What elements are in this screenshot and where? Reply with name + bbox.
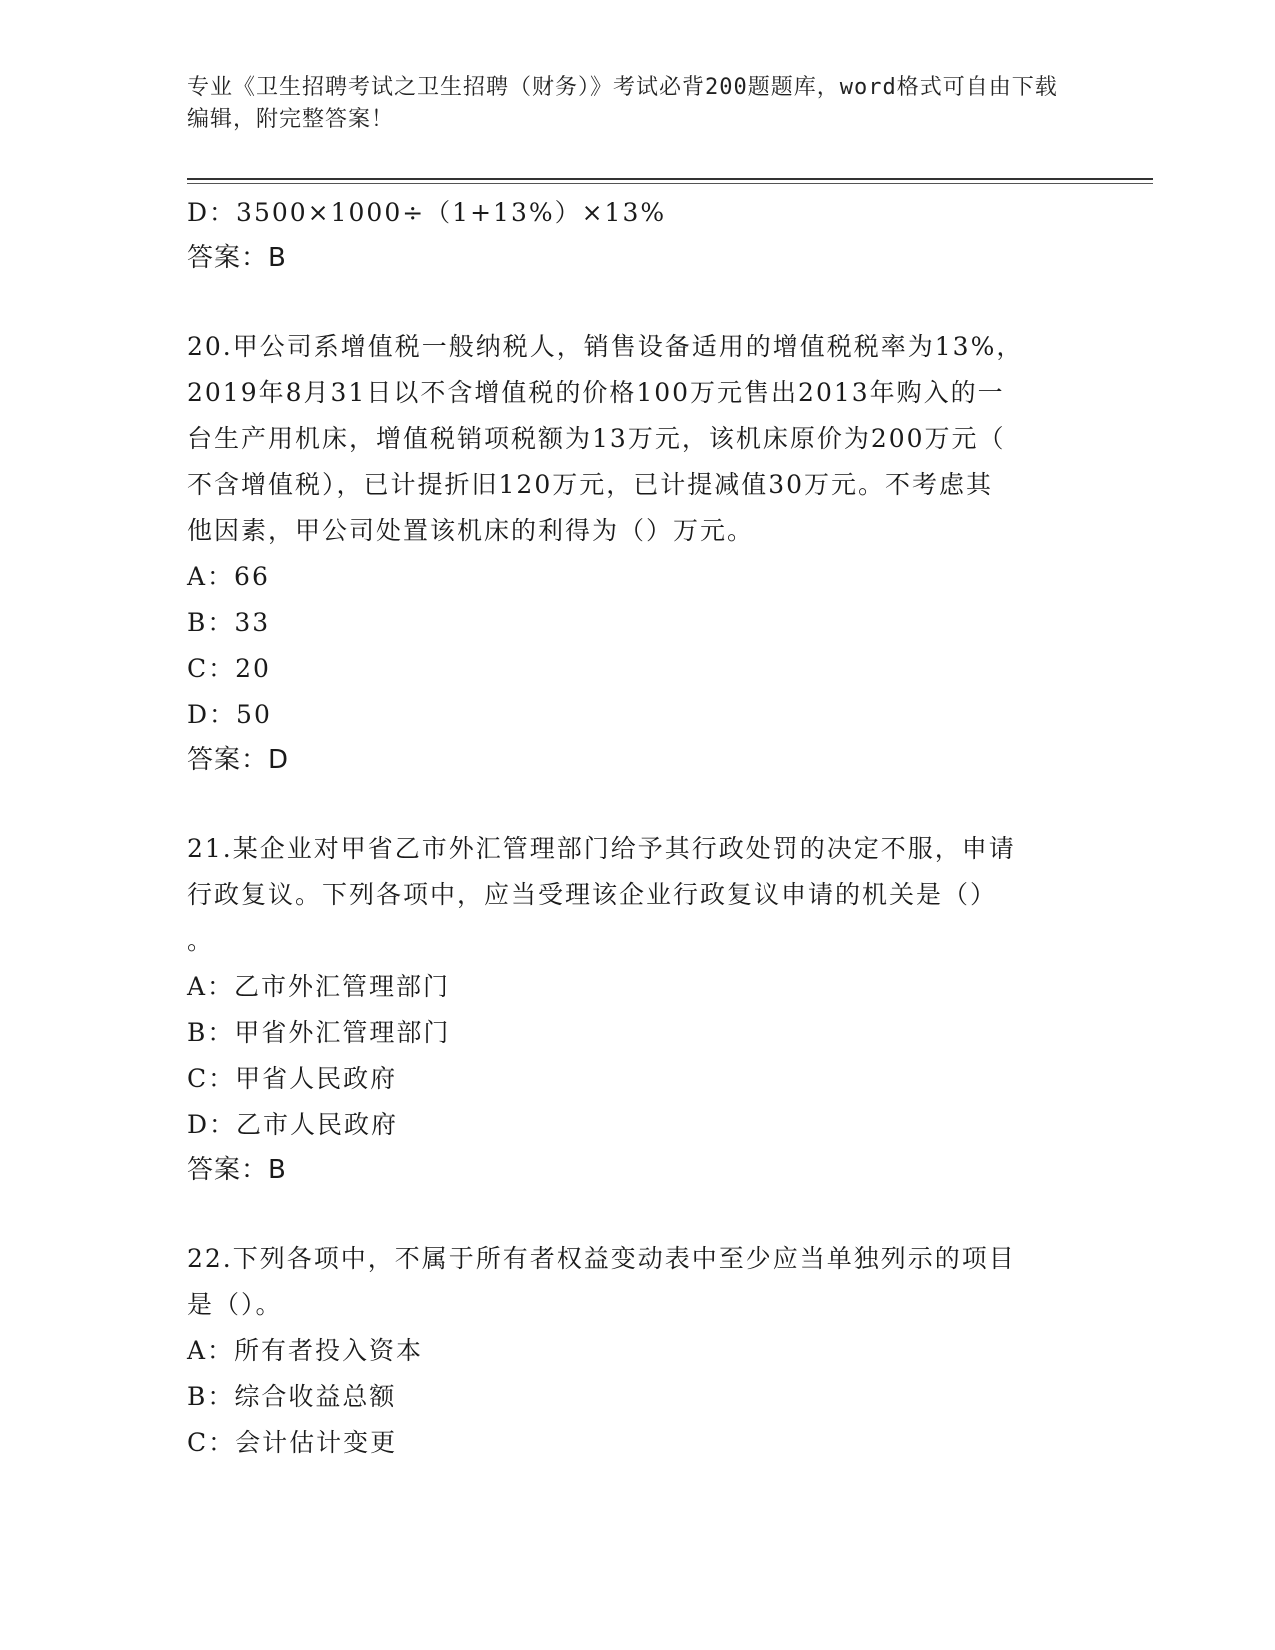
option-b: B：综合收益总额 (187, 1382, 397, 1411)
question-text-line: 。 (187, 926, 215, 955)
option-d: D：3500×1000÷（1+13%）×13% (187, 198, 667, 227)
option-b: B：甲省外汇管理部门 (187, 1018, 451, 1047)
header-divider-thin (187, 183, 1153, 184)
question-text-line: 20.甲公司系增值税一般纳税人，销售设备适用的增值税税率为13%， (187, 332, 1024, 361)
option-c: C：甲省人民政府 (187, 1064, 398, 1093)
question-text-line: 21.某企业对甲省乙市外汇管理部门给予其行政处罚的决定不服，申请 (187, 834, 1016, 863)
answer-line: 答案：B (187, 1155, 287, 1185)
option-a: A：所有者投入资本 (187, 1336, 424, 1365)
question-22 (187, 1236, 1067, 1466)
question-text-line: 他因素，甲公司处置该机床的利得为（）万元。 (187, 516, 755, 545)
question-text-line: 是（）。 (187, 1290, 283, 1319)
option-a: A：乙市外汇管理部门 (187, 972, 451, 1001)
question-21 (187, 826, 1067, 1192)
question-content (187, 190, 1067, 1466)
option-b: B：33 (187, 608, 271, 637)
option-c: C：会计估计变更 (187, 1428, 398, 1457)
option-d: D：50 (187, 700, 272, 729)
question-text-line: 行政复议。下列各项中，应当受理该企业行政复议申请的机关是（） (187, 880, 998, 909)
header-divider (187, 178, 1153, 180)
question-text-line: 22.下列各项中，不属于所有者权益变动表中至少应当单独列示的项目 (187, 1244, 1016, 1273)
option-c: C：20 (187, 654, 271, 683)
question-text-line: 2019年8月31日以不含增值税的价格100万元售出2013年购入的一 (187, 378, 1005, 407)
answer-line: 答案：B (187, 243, 287, 273)
document-header: 专业《卫生招聘考试之卫生招聘（财务）》考试必背200题题库，word格式可自由下载编辑，附完整答案！ (187, 75, 1058, 132)
option-d: D：乙市人民政府 (187, 1110, 399, 1139)
answer-line: 答案：D (187, 745, 290, 775)
question-text-line: 不含增值税），已计提折旧120万元，已计提减值30万元。不考虑其 (187, 470, 994, 499)
option-a: A：66 (187, 562, 270, 591)
question-20 (187, 324, 1067, 782)
question-text-line: 台生产用机床，增值税销项税额为13万元，该机床原价为200万元（ (187, 424, 1006, 453)
